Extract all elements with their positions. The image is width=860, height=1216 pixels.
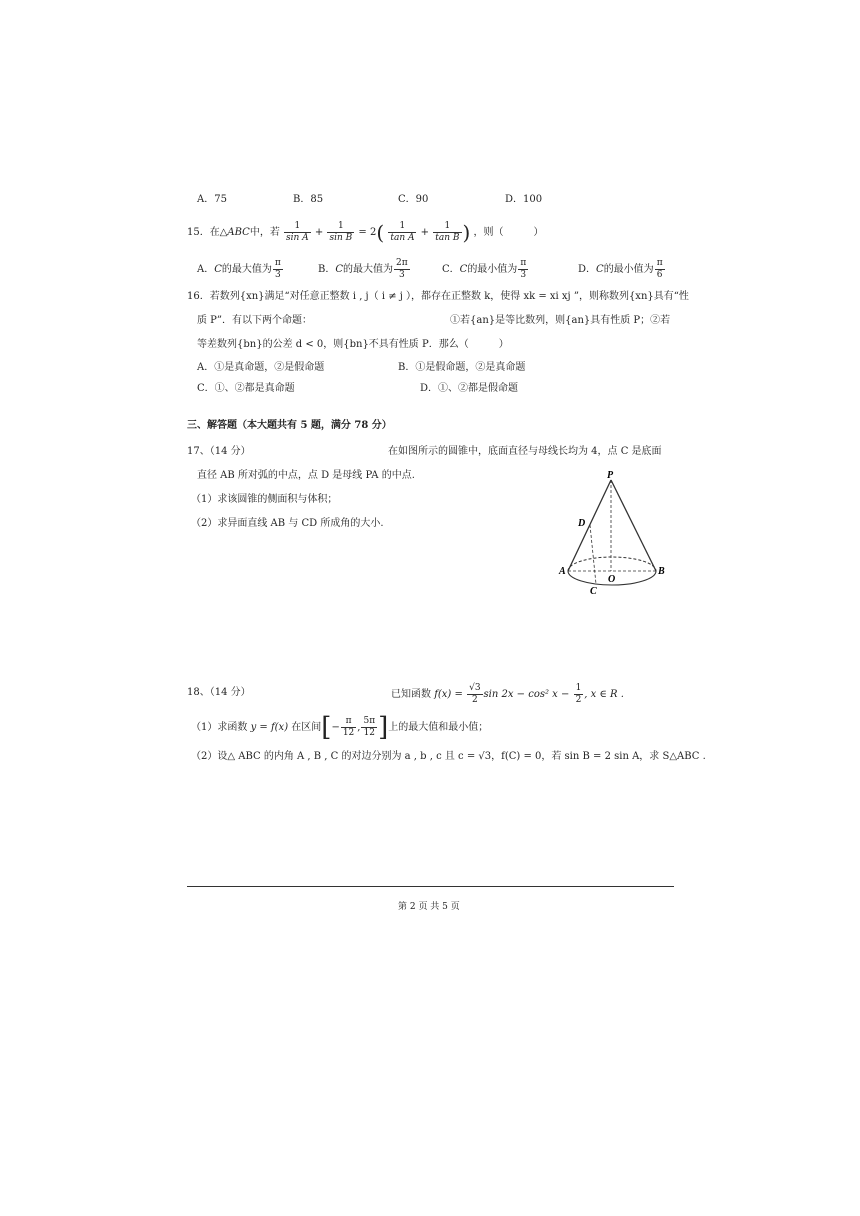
q16-line1: 16．若数列{xn}满足“对任意正整数 i , j（ i ≠ j ），都存在正整数 k，使得 xk = xi xj ”，则称数列{xn}具有“性	[187, 291, 689, 302]
q15-option-a: A．C的最大值为 $\frac{\pi}{3}$	[197, 258, 281, 280]
q16-line2a: 质 P”．有以下两个命题：	[197, 315, 313, 326]
q15-stem: 15．在△ABC中，若 $\frac{1}{\text{sin A}}$ + $\frac{1}{\text{sin B}}$ = 2( $\frac{1}{\text{tan A}}$ + $\frac{1}{\text{tan B}}$ ) ，则（ ）	[187, 220, 544, 245]
page-number: 第 2 页 共 5 页	[398, 902, 460, 912]
q15-option-b: B．C的最大值为 $\frac{2\pi}{3}$	[318, 258, 408, 280]
cone-figure	[550, 468, 680, 598]
q17-text2: 直径 AB 所对弧的中点，点 D 是母线 PA 的中点.	[197, 470, 415, 481]
q17-head: 17、（14 分）	[187, 446, 251, 457]
section-title: 三、解答题（本大题共有 5 题，满分 78 分）	[187, 420, 392, 431]
q16-line3: 等差数列{bn}的公差 d < 0，则{bn}不具有性质 P．那么（ ）	[197, 339, 509, 350]
q15-eq-two: = 2	[358, 227, 377, 238]
q14-option-c: C．90	[398, 194, 429, 205]
q14-option-a: A．75	[197, 194, 227, 205]
q15-frac-tanb: $\frac{1}{\text{tan B}}$	[435, 221, 460, 243]
label-p: P	[607, 470, 614, 481]
label-c: C	[590, 586, 597, 597]
q16-option-d: D．①、②都是假命题	[420, 383, 519, 394]
label-a: A	[559, 566, 566, 577]
q15-lead-var: ABC	[227, 227, 250, 238]
generatrix-pb	[611, 480, 656, 571]
q15-option-c: C．C的最小值为 $\frac{\pi}{3}$	[442, 258, 527, 280]
q18-sub2: （2）设△ ABC 的内角 A , B , C 的对边分别为 a , b , c 且 c = √3，f(C) = 0，若 sin B = 2 sin A，求 S△ABC .	[191, 751, 706, 762]
q15-frac-tana: $\frac{1}{\text{tan A}}$	[390, 221, 415, 243]
footer-rule	[187, 886, 674, 887]
q16-option-b: B．①是假命题，②是真命题	[398, 362, 526, 373]
segment-dc	[590, 525, 596, 584]
label-o: O	[608, 574, 616, 585]
q17-sub1: （1）求该圆锥的侧面积与体积；	[191, 494, 338, 505]
q15-lead: 15．在△	[187, 227, 228, 238]
q16-option-a: A．①是真命题，②是假命题	[197, 362, 325, 373]
q15-option-d: D．C的最小值为 $\frac{\pi}{6}$	[578, 258, 663, 280]
q18-head: 18、（14 分）	[187, 687, 251, 698]
q15-frac-sinb: $\frac{1}{\text{sin B}}$	[329, 221, 353, 243]
label-b: B	[658, 566, 665, 577]
q14-option-b: B．85	[293, 194, 324, 205]
q18-sub1: （1）求函数 y = f(x) 在区间[− $\frac{\pi}{12}$ , $\frac{5\pi}{12}$ ]上的最大值和最小值；	[191, 712, 489, 743]
q15-plus-2: +	[420, 227, 430, 238]
q16-option-c: C．①、②都是真命题	[197, 383, 295, 394]
q15-lead2: 中，若	[249, 227, 280, 238]
q17-sub2: （2）求异面直线 AB 与 CD 所成角的大小.	[191, 518, 384, 529]
q15-frac-sina: $\frac{1}{\text{sin A}}$	[286, 221, 309, 243]
q17-text1: 在如图所示的圆锥中，底面直径与母线长均为 4，点 C 是底面	[388, 446, 662, 457]
label-d: D	[578, 518, 586, 529]
q14-option-d: D．100	[505, 194, 543, 205]
q18-function: 已知函数 f(x) = $\frac{√3}{2}$ sin 2x − cos² x − $\frac{1}{2}$ , x ∈ R .	[391, 683, 624, 705]
cone-base-back	[568, 557, 656, 571]
q15-plus: +	[314, 227, 324, 238]
q16-line2b: ①若{an}是等比数列，则{an}具有性质 P；②若	[450, 315, 671, 326]
q15-tail: ，则（ ）	[473, 227, 544, 238]
